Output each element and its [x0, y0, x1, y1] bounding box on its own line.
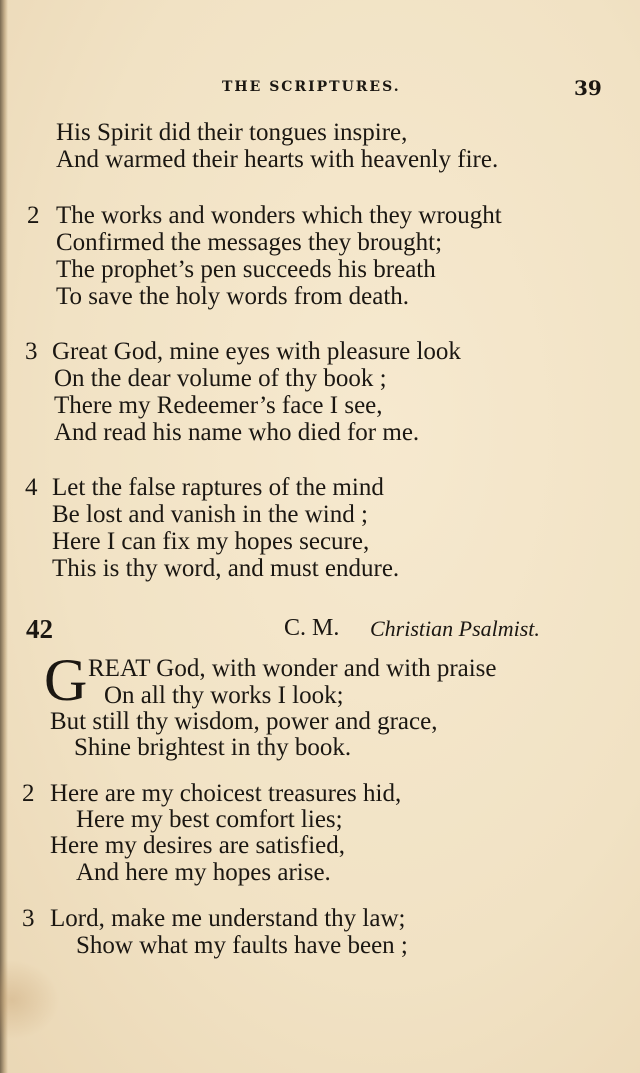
stanza-number: 2 — [27, 202, 40, 229]
running-head: THE SCRIPTURES. — [222, 79, 401, 95]
verse-line: The works and wonders which they wrought — [56, 202, 502, 229]
stanza-number: 3 — [22, 905, 35, 932]
page-stain — [0, 960, 60, 1040]
verse-line: Here I can fix my hopes secure, — [52, 528, 370, 555]
verse-line: Show what my faults have been ; — [76, 932, 408, 959]
verse-line: Here my desires are satisfied, — [50, 832, 346, 859]
verse-line: Let the false raptures of the mind — [52, 474, 384, 501]
verse-line: But still thy wisdom, power and grace, — [50, 708, 438, 735]
verse-line: And here my hopes arise. — [76, 859, 331, 886]
hymn-number: 42 — [26, 614, 53, 644]
stanza-number: 3 — [25, 338, 38, 365]
verse-line: Confirmed the messages they brought; — [56, 229, 443, 256]
verse-line: And warmed their hearts with heavenly fire. — [56, 146, 499, 173]
page-spine-edge — [0, 0, 8, 1073]
stanza-number: 2 — [22, 780, 35, 807]
page-number: 39 — [574, 76, 602, 100]
verse-line: Great God, mine eyes with pleasure look — [52, 338, 461, 365]
verse-line: Here are my choicest treasures hid, — [50, 780, 402, 807]
verse-line: His Spirit did their tongues inspire, — [56, 119, 408, 146]
verse-line: Be lost and vanish in the wind ; — [52, 501, 368, 528]
verse-line: On all thy works I look; — [104, 682, 344, 709]
verse-line: Lord, make me understand thy law; — [50, 905, 406, 932]
verse-line: There my Redeemer’s face I see, — [54, 392, 383, 419]
verse-line: Shine brightest in thy book. — [74, 734, 352, 761]
hymn-heading — [0, 614, 640, 644]
verse-line: To save the holy words from death. — [56, 283, 410, 310]
drop-cap: G — [44, 647, 88, 713]
hymn-meter: C. M. — [284, 615, 340, 641]
verse-line: This is thy word, and must endure. — [52, 555, 400, 582]
verse-line: REAT God, with wonder and with praise — [88, 655, 497, 682]
verse-line: Here my best comfort lies; — [76, 806, 343, 833]
verse-line: The prophet’s pen succeeds his breath — [56, 256, 436, 283]
stanza-number: 4 — [25, 474, 38, 501]
hymn-author: Christian Psalmist. — [370, 616, 540, 641]
verse-line: On the dear volume of thy book ; — [54, 365, 387, 392]
page-header — [0, 76, 640, 102]
verse-line: And read his name who died for me. — [54, 419, 420, 446]
